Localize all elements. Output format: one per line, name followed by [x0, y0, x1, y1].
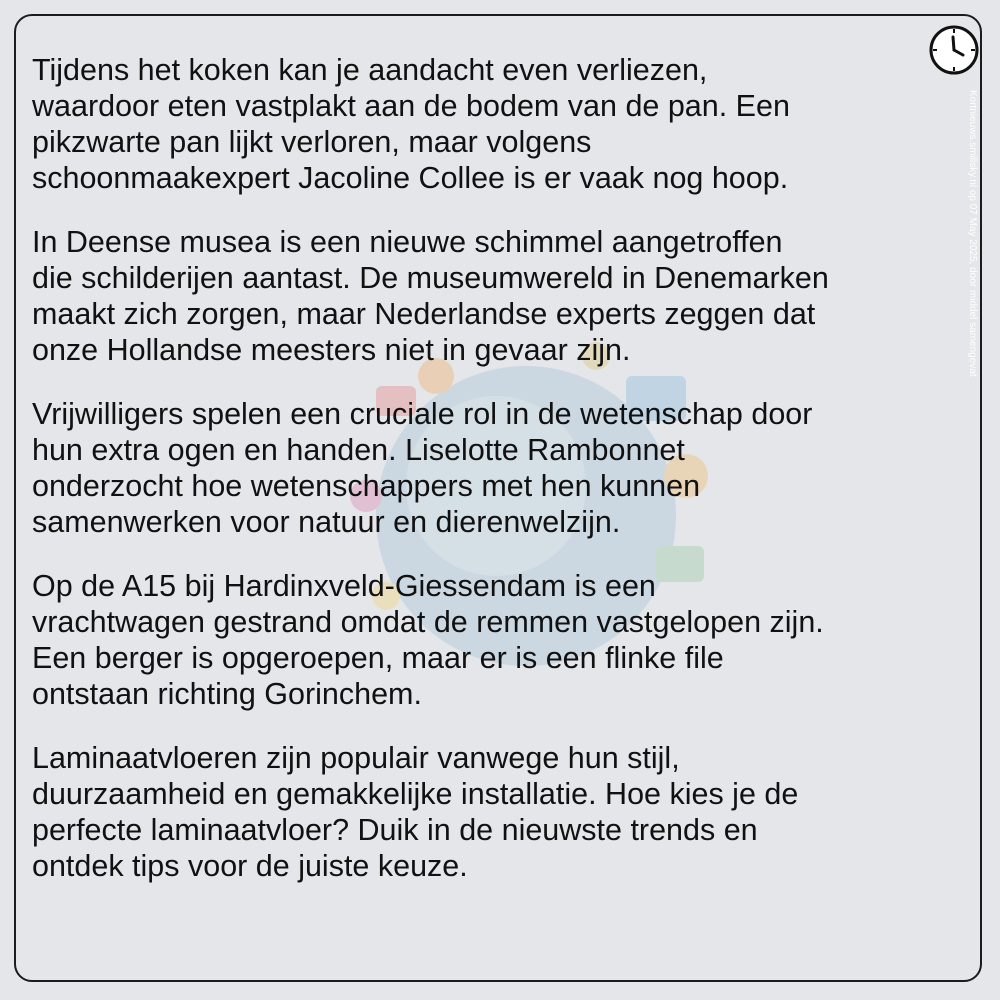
news-paragraph: Laminaatvloeren zijn populair vanwege hun stijl, duurzaamheid en gemakkelijke installatie. Hoe kies je de perfecte laminaatvloer? Duik in de nieuwste trends en ontdek tips voor de juiste keuze. — [32, 741, 799, 883]
news-paragraph: Op de A15 bij Hardinxveld-Giessendam is een vrachtwagen gestrand omdat de remmen vastgelopen zijn. Een berger is opgeroepen, maar er is een flinke file ontstaan richting Gorinchem. — [32, 569, 824, 711]
clock-icon — [928, 24, 980, 76]
news-paragraph: Vrijwilligers spelen een cruciale rol in de wetenschap door hun extra ogen en handen. Liselotte Rambonnet onderzocht hoe wetenschappers met hen kunnen samenwerken voor natuur en dierenwelzijn. — [32, 397, 813, 539]
article-body — [32, 52, 952, 912]
news-card — [14, 14, 982, 982]
news-paragraph: In Deense musea is een nieuwe schimmel aangetroffen die schilderijen aantast. De museumwereld in Denemarken maakt zich zorgen, maar Nederlandse experts zeggen dat onze Hollandse meesters niet in gevaar zijn. — [32, 225, 829, 367]
source-watermark: Kortnieuws.smillsky.nl op 07 May 2025, door middel samengevat — [967, 90, 978, 377]
news-paragraph: Tijdens het koken kan je aandacht even verliezen, waardoor eten vastplakt aan de bodem van de pan. Een pikzwarte pan lijkt verloren, maar volgens schoonmaakexpert Jacoline Collee is er vaak nog hoop. — [32, 53, 790, 195]
